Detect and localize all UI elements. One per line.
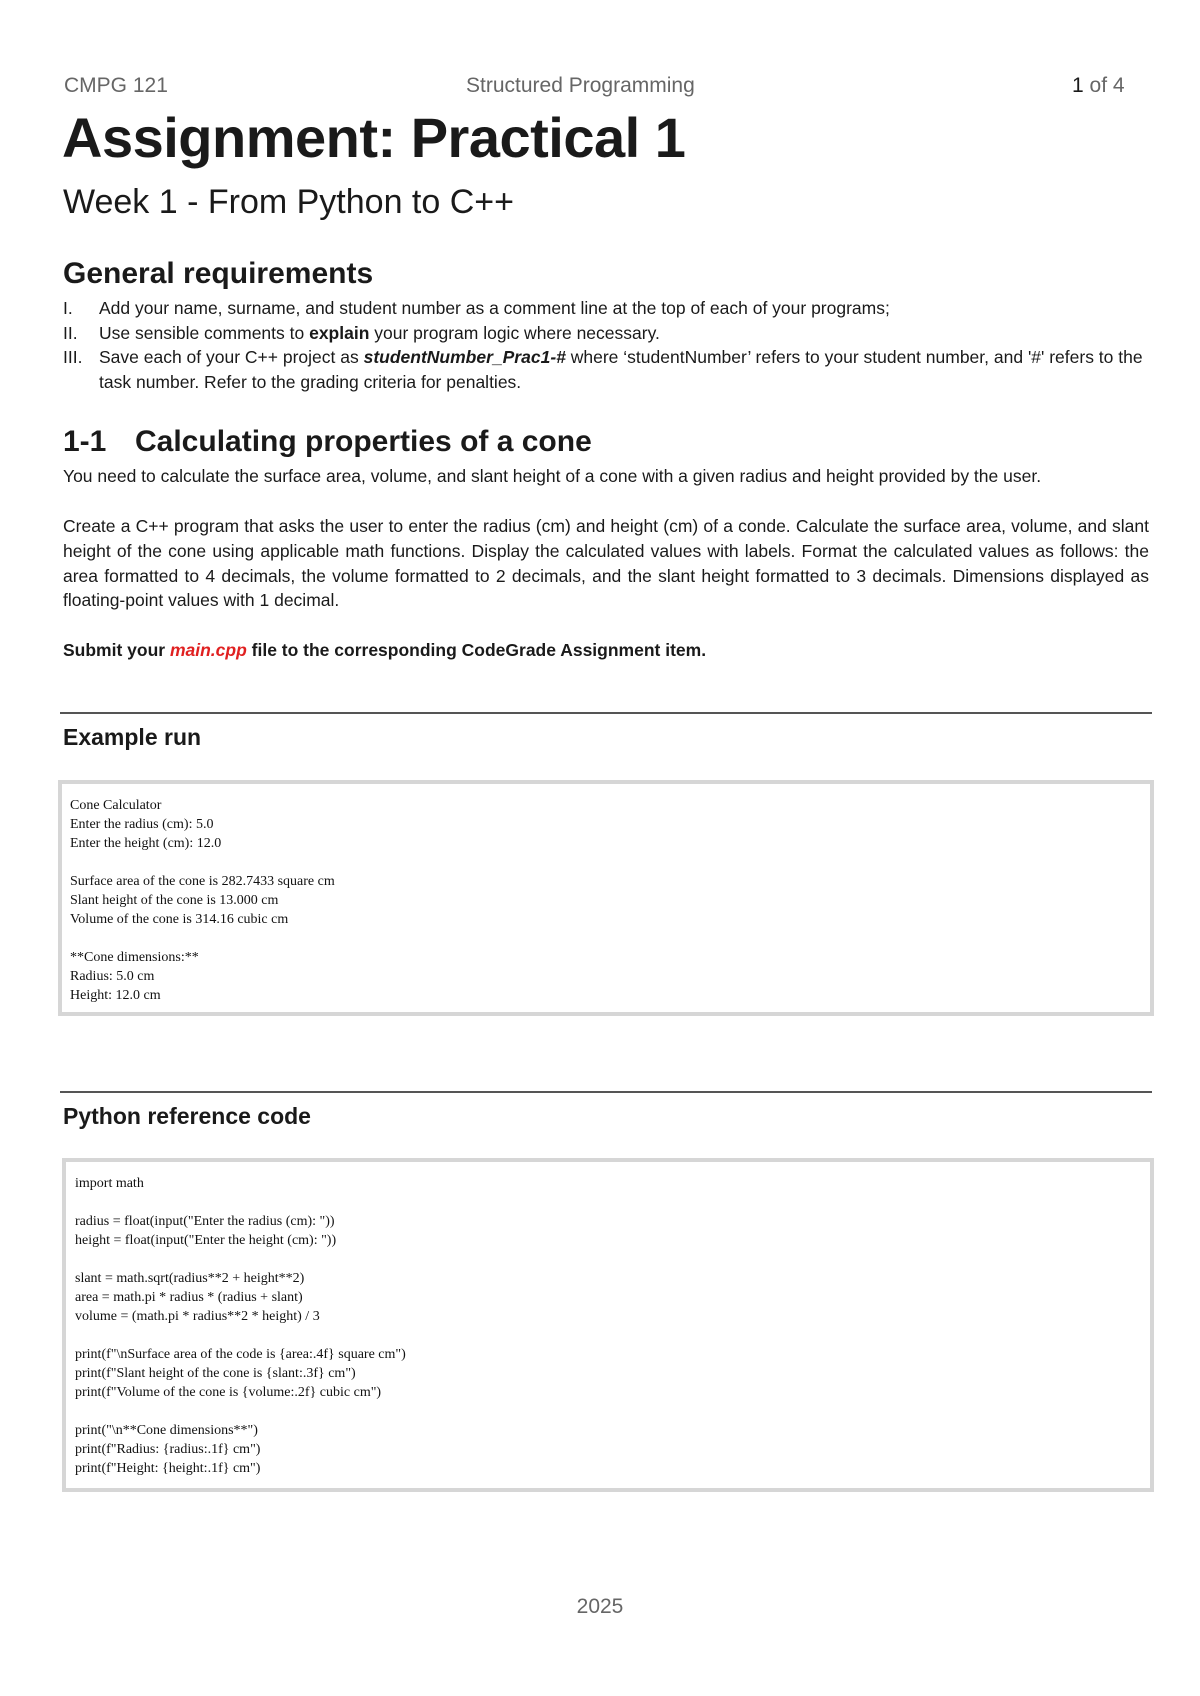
header-course-code: CMPG 121: [64, 74, 168, 97]
example-run-line: Enter the radius (cm): 5.0: [70, 817, 214, 832]
list-marker: I.: [63, 298, 73, 318]
section-intro: You need to calculate the surface area, volume, and slant height of a cone with a given radius and height provided by the user.: [63, 466, 1042, 486]
example-run-line: Enter the height (cm): 12.0: [70, 836, 222, 851]
example-run-line: Radius: 5.0 cm: [70, 969, 155, 984]
submit-filename: main.cpp: [169, 640, 247, 660]
submit-instruction: [63, 638, 1149, 663]
requirement-text: Save each of your C++ project as: [99, 347, 364, 367]
code-line: height = float(input("Enter the height (cm): ")): [75, 1233, 337, 1248]
requirement-text: your program logic where necessary.: [369, 322, 660, 343]
example-run-line: Volume of the cone is 314.16 cubic cm: [70, 912, 289, 927]
requirement-item: [63, 296, 1153, 321]
general-requirements-heading: General requirements: [63, 257, 374, 290]
code-line: volume = (math.pi * radius**2 * height) / 3: [75, 1309, 320, 1324]
header-course-name: Structured Programming: [466, 74, 695, 97]
filename-pattern: studentNumber_Prac1-#: [363, 347, 566, 367]
code-line: [75, 1193, 1150, 1212]
requirements-list: [63, 296, 1153, 394]
code-line: [75, 1402, 1150, 1421]
code-line: print("\n**Cone dimensions**"): [75, 1423, 258, 1438]
example-run-line: Height: 12.0 cm: [70, 988, 161, 1003]
footer-year: 2025: [576, 1595, 624, 1618]
submit-text: file to the corresponding CodeGrade Assignment item.: [246, 640, 707, 660]
list-marker: II.: [63, 322, 78, 343]
page-current: 1: [1072, 74, 1084, 97]
section-number: 1-1: [63, 425, 107, 458]
code-line: area = math.pi * radius * (radius + slant): [75, 1290, 303, 1305]
header-page-number: [1072, 72, 1125, 100]
section-heading: [63, 422, 592, 462]
example-run-line: [70, 929, 1150, 948]
page-total: of 4: [1089, 74, 1125, 97]
requirement-item: [63, 321, 1153, 346]
divider: [60, 1091, 1152, 1093]
code-line: slant = math.sqrt(radius**2 + height**2): [75, 1271, 305, 1286]
requirement-item: [63, 345, 1153, 394]
example-run-line: **Cone dimensions:**: [70, 950, 199, 965]
section-body: Create a C++ program that asks the user to enter the radius (cm) and height (cm) of a conde. Calculate the surface area, volume, and slant height of the cone using applicable math functions. Display the calculated values with labels. Format the calculated values as follows: the area formatted to 4 decimals, the volume formatted to 2 decimals, and the slant height formatted to 3 decimals. Dimensions displayed as floating-point values with 1 decimal.: [63, 516, 1149, 611]
requirement-text: where ‘studentNumber’ refers to your student number, and '#' refers to the task number. Refer to the grading criteria for penalties.: [99, 347, 1143, 392]
requirement-emphasis: explain: [309, 322, 370, 343]
page-title: Assignment: Practical 1: [62, 106, 686, 169]
code-line: print(f"Volume of the cone is {volume:.2f} cubic cm"): [75, 1385, 382, 1400]
example-run-line: [70, 853, 1150, 872]
code-line: [75, 1250, 1150, 1269]
code-line: print(f"Slant height of the cone is {slant:.3f} cm"): [75, 1366, 356, 1381]
example-run-line: Cone Calculator: [70, 798, 162, 813]
requirement-text: Add your name, surname, and student number as a comment line at the top of each of your programs;: [99, 298, 890, 318]
example-run-line: Surface area of the cone is 282.7433 square cm: [70, 874, 335, 889]
code-line: [75, 1326, 1150, 1345]
python-code-box: [62, 1158, 1154, 1492]
list-marker: III.: [63, 347, 83, 367]
page-subtitle: Week 1 - From Python to C++: [63, 183, 514, 221]
section-title: Calculating properties of a cone: [135, 425, 592, 458]
code-line: import math: [75, 1176, 144, 1191]
requirement-text: Use sensible comments to: [99, 322, 310, 343]
example-run-line: Slant height of the cone is 13.000 cm: [70, 893, 279, 908]
submit-text: Submit your: [63, 640, 170, 660]
code-line: print(f"Height: {height:.1f} cm"): [75, 1461, 261, 1476]
code-line: radius = float(input("Enter the radius (cm): ")): [75, 1214, 335, 1229]
code-line: print(f"\nSurface area of the code is {area:.4f} square cm"): [75, 1347, 406, 1362]
divider: [60, 712, 1152, 714]
example-run-box: [58, 780, 1154, 1016]
example-run-heading: Example run: [63, 724, 202, 750]
code-line: print(f"Radius: {radius:.1f} cm"): [75, 1442, 261, 1457]
python-reference-heading: Python reference code: [63, 1103, 311, 1129]
